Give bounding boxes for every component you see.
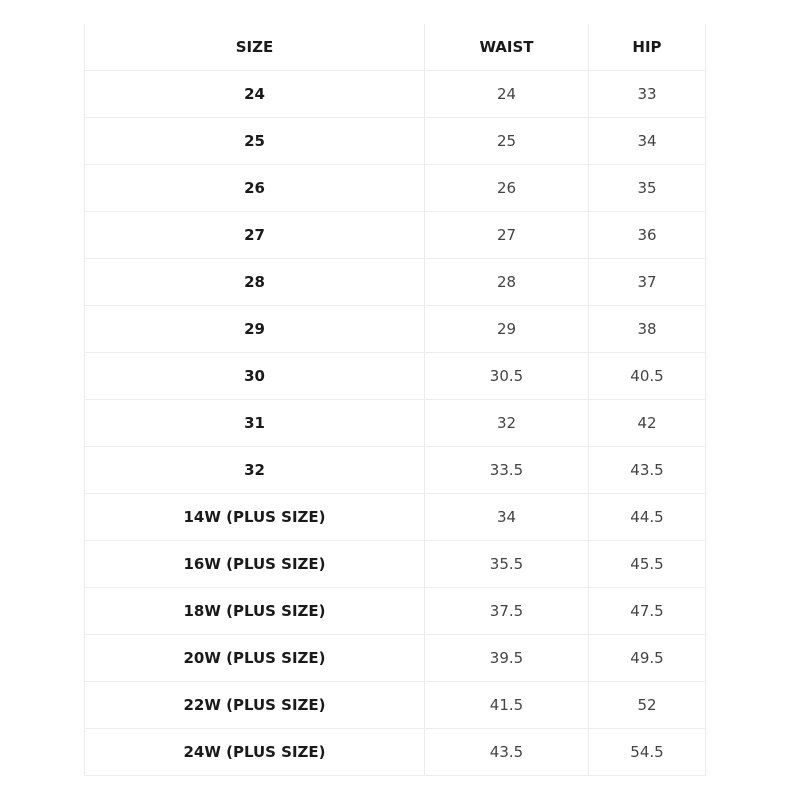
hip-cell: 36 bbox=[589, 212, 706, 259]
hip-cell: 42 bbox=[589, 400, 706, 447]
waist-cell: 37.5 bbox=[425, 588, 589, 635]
table-row bbox=[85, 212, 706, 259]
hip-cell: 33 bbox=[589, 71, 706, 118]
table-row bbox=[85, 729, 706, 776]
hip-cell: 37 bbox=[589, 259, 706, 306]
table-row bbox=[85, 541, 706, 588]
size-cell: 30 bbox=[85, 353, 425, 400]
hip-cell: 47.5 bbox=[589, 588, 706, 635]
size-cell: 24 bbox=[85, 71, 425, 118]
table-row bbox=[85, 682, 706, 729]
waist-cell: 27 bbox=[425, 212, 589, 259]
table-row bbox=[85, 400, 706, 447]
waist-cell: 35.5 bbox=[425, 541, 589, 588]
hip-cell: 52 bbox=[589, 682, 706, 729]
column-header-waist: WAIST bbox=[425, 24, 589, 71]
size-cell: 26 bbox=[85, 165, 425, 212]
size-cell: 24W (PLUS SIZE) bbox=[85, 729, 425, 776]
size-cell: 18W (PLUS SIZE) bbox=[85, 588, 425, 635]
size-cell: 31 bbox=[85, 400, 425, 447]
waist-cell: 41.5 bbox=[425, 682, 589, 729]
waist-cell: 29 bbox=[425, 306, 589, 353]
size-chart-table bbox=[84, 24, 706, 776]
size-cell: 20W (PLUS SIZE) bbox=[85, 635, 425, 682]
hip-cell: 44.5 bbox=[589, 494, 706, 541]
hip-cell: 40.5 bbox=[589, 353, 706, 400]
hip-cell: 34 bbox=[589, 118, 706, 165]
size-cell: 25 bbox=[85, 118, 425, 165]
table-row bbox=[85, 118, 706, 165]
hip-cell: 35 bbox=[589, 165, 706, 212]
waist-cell: 24 bbox=[425, 71, 589, 118]
table-row bbox=[85, 165, 706, 212]
size-cell: 29 bbox=[85, 306, 425, 353]
size-cell: 22W (PLUS SIZE) bbox=[85, 682, 425, 729]
size-cell: 14W (PLUS SIZE) bbox=[85, 494, 425, 541]
hip-cell: 54.5 bbox=[589, 729, 706, 776]
table-row bbox=[85, 447, 706, 494]
waist-cell: 34 bbox=[425, 494, 589, 541]
size-cell: 28 bbox=[85, 259, 425, 306]
waist-cell: 30.5 bbox=[425, 353, 589, 400]
waist-cell: 28 bbox=[425, 259, 589, 306]
table-row bbox=[85, 494, 706, 541]
column-header-size: SIZE bbox=[85, 24, 425, 71]
table-row bbox=[85, 635, 706, 682]
waist-cell: 26 bbox=[425, 165, 589, 212]
hip-cell: 38 bbox=[589, 306, 706, 353]
table-row bbox=[85, 259, 706, 306]
waist-cell: 43.5 bbox=[425, 729, 589, 776]
column-header-hip: HIP bbox=[589, 24, 706, 71]
waist-cell: 39.5 bbox=[425, 635, 589, 682]
waist-cell: 25 bbox=[425, 118, 589, 165]
waist-cell: 32 bbox=[425, 400, 589, 447]
size-cell: 27 bbox=[85, 212, 425, 259]
table-row bbox=[85, 588, 706, 635]
hip-cell: 45.5 bbox=[589, 541, 706, 588]
table-row bbox=[85, 71, 706, 118]
table-row bbox=[85, 353, 706, 400]
table-row bbox=[85, 306, 706, 353]
size-cell: 16W (PLUS SIZE) bbox=[85, 541, 425, 588]
hip-cell: 49.5 bbox=[589, 635, 706, 682]
hip-cell: 43.5 bbox=[589, 447, 706, 494]
size-cell: 32 bbox=[85, 447, 425, 494]
waist-cell: 33.5 bbox=[425, 447, 589, 494]
header-row bbox=[85, 24, 706, 71]
